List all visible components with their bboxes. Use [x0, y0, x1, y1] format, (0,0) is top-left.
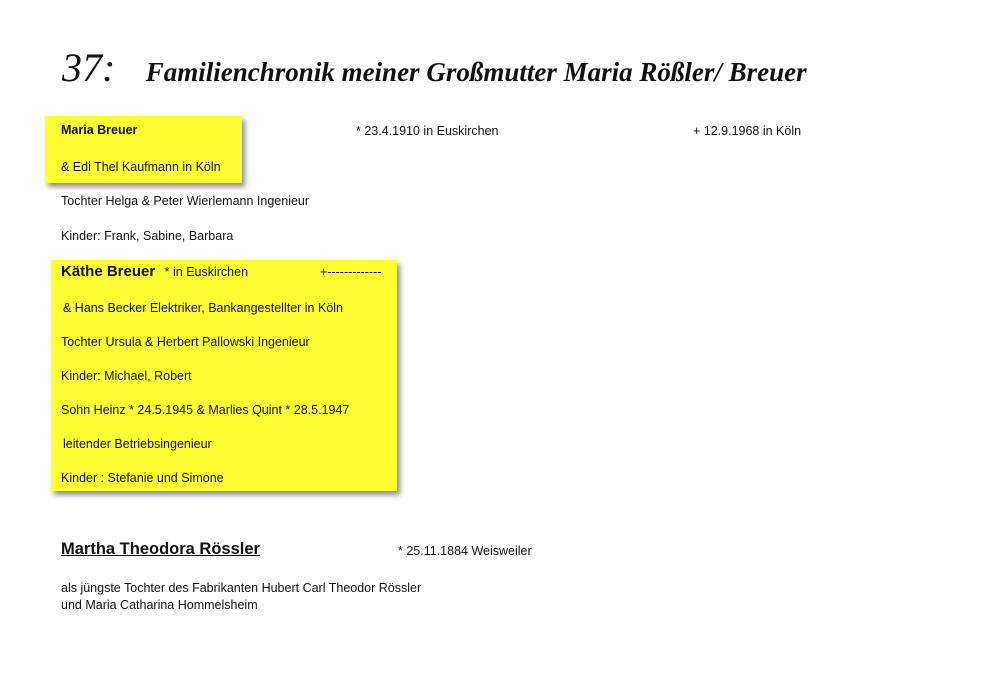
kaethe-grandchildren: Kinder : Stefanie und Simone	[61, 471, 224, 485]
maria-spouse: & Edi Thel Kaufmann in Köln	[61, 160, 221, 174]
maria-children: Kinder: Frank, Sabine, Barbara	[61, 229, 234, 243]
martha-born: * 25.11.1884 Weisweiler	[398, 544, 532, 558]
page-number: 37:	[62, 45, 116, 90]
kaethe-name: Käthe Breuer	[61, 263, 156, 280]
kaethe-header	[61, 263, 248, 281]
kaethe-children: Kinder: Michael, Robert	[61, 369, 192, 383]
maria-born: * 23.4.1910 in Euskirchen	[356, 124, 499, 138]
martha-line2: und Maria Catharina Hommelsheim	[61, 598, 258, 612]
maria-name: Maria Breuer	[61, 123, 138, 137]
kaethe-spouse: & Hans Becker Elektriker, Bankangestellter in Köln	[63, 301, 343, 315]
maria-daughter: Tochter Helga & Peter Wierlemann Ingenieur	[61, 194, 310, 208]
title-text: Familienchronik meiner Großmutter Maria Rößler/ Breuer	[145, 57, 807, 87]
kaethe-son-job: leitender Betriebsingenieur	[63, 437, 212, 451]
kaethe-daughter: Tochter Ursula & Herbert Pallowski Ingenieur	[61, 335, 310, 349]
page-title	[62, 44, 807, 92]
kaethe-died: +-------------	[320, 265, 382, 279]
martha-name: Martha Theodora Rössler	[61, 540, 260, 558]
kaethe-born: * in Euskirchen	[164, 265, 249, 279]
martha-line1: als jüngste Tochter des Fabrikanten Hubert Carl Theodor Rössler	[61, 581, 422, 595]
kaethe-son: Sohn Heinz * 24.5.1945 & Marlies Quint * 28.5.1947	[61, 403, 350, 417]
maria-died: + 12.9.1968 in Köln	[693, 124, 802, 138]
